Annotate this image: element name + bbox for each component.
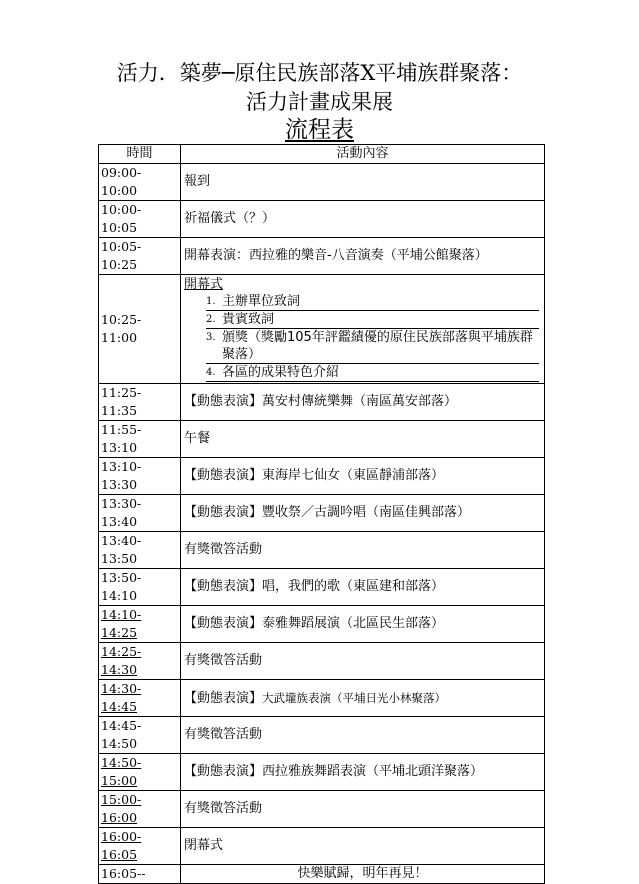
row-activity: 報到 — [181, 164, 545, 201]
table-row — [99, 754, 545, 791]
row-time: 10:00-10:05 — [99, 201, 181, 238]
row-activity: 有獎徵答活動 — [181, 643, 545, 680]
document-title-line2: 活力計畫成果展 — [246, 90, 393, 114]
opening-ceremony-label: 開幕式 — [184, 277, 224, 292]
document-title-line1: 活力．築夢─原住民族部落X平埔族群聚落： — [116, 61, 523, 85]
list-item — [206, 293, 539, 311]
table-row — [99, 421, 545, 458]
row-activity — [181, 680, 545, 717]
table-row — [99, 201, 545, 238]
row-time: 11:55-13:10 — [99, 421, 181, 458]
table-row — [99, 495, 545, 532]
row-time: 09:00-10:00 — [99, 164, 181, 201]
list-item-number: 3. — [206, 332, 216, 343]
row-time: 16:05-- — [99, 865, 181, 884]
header-time: 時間 — [99, 145, 181, 164]
row-activity: 有獎徵答活動 — [181, 532, 545, 569]
list-item-text: 各區的成果特色介紹 — [222, 365, 340, 380]
table-row — [99, 458, 545, 495]
row-time: 13:40-13:50 — [99, 532, 181, 569]
row-time: 13:30-13:40 — [99, 495, 181, 532]
row-activity: 有獎徵答活動 — [181, 791, 545, 828]
table-row — [99, 238, 545, 275]
row-activity: 【動態表演】泰雅舞蹈展演（北區民生部落） — [181, 606, 545, 643]
table-row — [99, 791, 545, 828]
row-time: 14:25-14:30 — [99, 643, 181, 680]
row-time: 14:50-15:00 — [99, 754, 181, 791]
list-item-number: 4. — [206, 367, 216, 378]
list-item — [206, 329, 539, 364]
list-item-text: 頒獎（獎勵105年評鑑績優的原住民族部落與平埔族群聚落） — [222, 330, 533, 362]
row-activity: 【動態表演】豐收祭／古調吟唱（南區佳興部落） — [181, 495, 545, 532]
table-row — [99, 569, 545, 606]
table-row — [99, 384, 545, 421]
row-activity: 【動態表演】東海岸七仙女（東區靜浦部落） — [181, 458, 545, 495]
table-header-row — [99, 145, 545, 164]
row-activity: 開幕表演：西拉雅的樂音-八音演奏（平埔公館聚落） — [181, 238, 545, 275]
row-time: 15:00-16:00 — [99, 791, 181, 828]
table-row — [99, 275, 545, 384]
row-time: 10:25-11:00 — [99, 275, 181, 384]
list-item — [206, 364, 539, 382]
row-activity-opening-ceremony — [181, 275, 545, 384]
table-row — [99, 643, 545, 680]
table-row — [99, 828, 545, 865]
document-title-schedule: 流程表 — [285, 117, 354, 143]
row-activity: 有獎徵答活動 — [181, 717, 545, 754]
row-activity: 祈福儀式（？） — [181, 201, 545, 238]
header-activity: 活動內容 — [181, 145, 545, 164]
table-row — [99, 717, 545, 754]
row-activity: 【動態表演】萬安村傳統樂舞（南區萬安部落） — [181, 384, 545, 421]
list-item — [206, 311, 539, 329]
row-time: 13:10-13:30 — [99, 458, 181, 495]
row-activity: 午餐 — [181, 421, 545, 458]
row-activity: 閉幕式 — [181, 828, 545, 865]
table-row — [99, 164, 545, 201]
table-row — [99, 865, 545, 884]
row-time: 13:50-14:10 — [99, 569, 181, 606]
row-time: 14:30-14:45 — [99, 680, 181, 717]
table-row — [99, 606, 545, 643]
list-item-text: 貴賓致詞 — [222, 312, 275, 327]
row-time: 11:25-11:35 — [99, 384, 181, 421]
row-time: 16:00-16:05 — [99, 828, 181, 865]
list-item-number: 1. — [206, 296, 216, 307]
row-time: 14:10-14:25 — [99, 606, 181, 643]
list-item-number: 2. — [206, 314, 216, 325]
row-activity: 【動態表演】唱，我們的歌（東區建和部落） — [181, 569, 545, 606]
schedule-table — [98, 144, 545, 884]
activity-detail: 大武壠族表演（平埔日光小林聚落） — [262, 690, 447, 705]
row-activity-closing-message: 快樂賦歸，明年再見！ — [181, 865, 545, 884]
row-activity: 【動態表演】西拉雅族舞蹈表演（平埔北頭洋聚落） — [181, 754, 545, 791]
row-time: 14:45-14:50 — [99, 717, 181, 754]
activity-tag: 【動態表演】 — [184, 690, 263, 706]
table-row — [99, 532, 545, 569]
table-row — [99, 680, 545, 717]
opening-ceremony-items — [206, 293, 541, 382]
row-time: 10:05-10:25 — [99, 238, 181, 275]
list-item-text: 主辦單位致詞 — [222, 294, 301, 309]
